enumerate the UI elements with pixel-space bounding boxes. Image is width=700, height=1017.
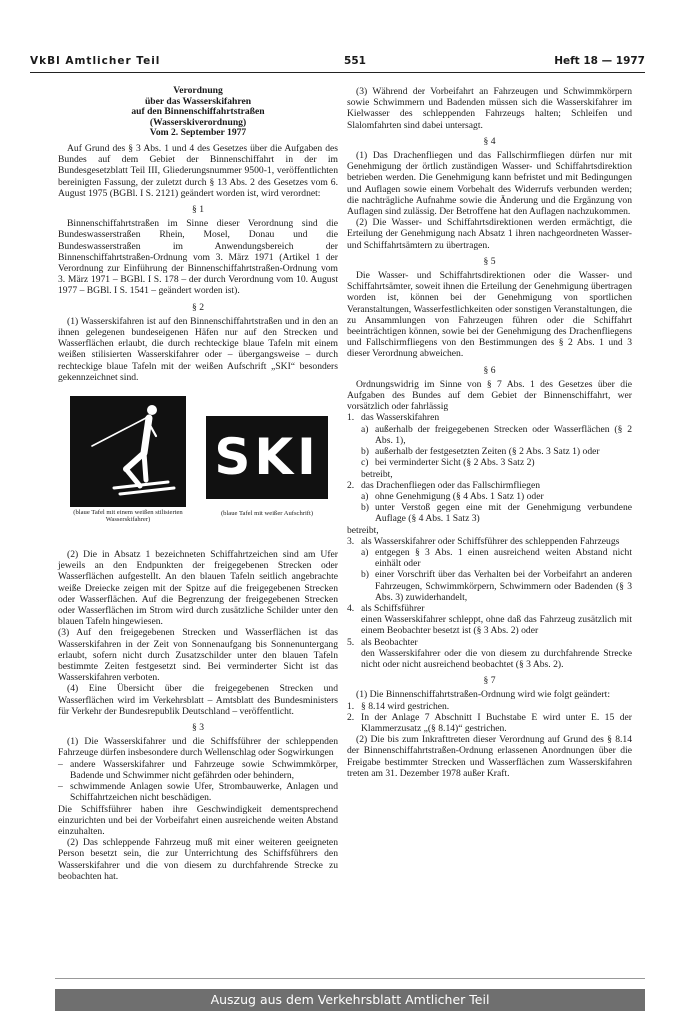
dash-item: – andere Wasserskifahrer und Fahrzeuge sowie Schwimmkörper, Badende und Schwimmer nicht gefährden oder behindern, <box>58 758 338 781</box>
paragraph: (4) Eine Übersicht über die freigegebenen Strecken und Wasserflächen wird im Verkehrsblatt – Amtsblatt des Bundesministers für Verkehr der Bundesrepublik Deutschland – veröffentlicht. <box>58 683 338 717</box>
title-line: auf den Binnenschiffahrtstraßen <box>131 106 265 118</box>
footer-banner: Auszug aus dem Verkehrsblatt Amtlicher Teil <box>55 989 645 1011</box>
dash-item: – schwimmende Anlagen sowie Ufer, Strombauwerke, Anlagen und Schiffahrtzeichen nicht beschädigen. <box>58 781 338 804</box>
list-continuation: einen Wasserskifahrer schleppt, ohne daß das Fahrzeug zusätzlich mit einem Beobachter besetzt ist (§ 3 Abs. 2) oder <box>361 614 632 637</box>
right-column <box>347 86 632 779</box>
section-heading: § 4 <box>483 135 496 147</box>
section-heading: § 7 <box>483 675 496 687</box>
title-line: Verordnung <box>173 85 223 96</box>
list-item: 4. als Schiffsführer <box>347 602 425 614</box>
list-item: 1. das Wasserskifahren <box>347 412 440 424</box>
section-heading: § 1 <box>192 203 204 215</box>
paragraph: (1) Das Drachenfliegen und das Fallschirmfliegen dürfen nur mit Genehmigung der örtlich zuständigen Wasser- und Schiffahrtsdirektion betrieben werden. Die Genehmigung kann befristet und mit Bedingungen und Auflagen sowie einem Vorbehalt des Widerrufs verbunden werden; die nachträgliche Aufnahme sowie die Änderung und die Ergänzung von Auflagen sind zulässig. Der Betroffene hat den Auflagen nachzukommen. <box>347 150 632 218</box>
list-item: 5. als Beobachter <box>347 636 418 648</box>
footer-rule <box>55 978 645 979</box>
paragraph: Die Schiffsführer haben ihre Geschwindigkeit dementsprechend einzurichten und bei der Vorbeifahrt einen ausreichende weiten Abstand einzuhalten. <box>58 803 338 837</box>
section-heading: § 2 <box>192 301 204 313</box>
paragraph: (1) Die Wasserskifahrer und die Schiffsführer der schleppenden Fahrzeuge dürfen insbesondere durch Wellenschlag oder Sogwirkungen <box>58 736 338 759</box>
paragraph: Ordnungswidrig im Sinne von § 7 Abs. 1 des Gesetzes über die Aufgaben des Bundes auf dem Gebiet der Binnenschiffahrt, wer vorsätzlich oder fahrlässig <box>347 378 632 413</box>
page-number: 551 <box>344 55 366 67</box>
ski-sign <box>206 416 328 499</box>
list-subitem: a) entgegen § 3 Abs. 1 einen ausreichend weiten Abstand nicht einhält oder <box>361 546 632 570</box>
document-title <box>58 86 338 139</box>
title-date: Vom 2. September 1977 <box>149 127 247 139</box>
waterskier-sign <box>70 396 186 507</box>
list-subitem: c) bei verminderter Sicht (§ 2 Abs. 3 Satz 2) <box>361 457 535 469</box>
section-heading: § 3 <box>192 722 204 734</box>
section-heading: § 6 <box>483 364 496 376</box>
list-continuation: den Wasserskifahrer oder die von diesem zu durchfahrende Strecke nicht oder nicht ausreichend beobachtet (§ 3 Abs. 2). <box>361 647 632 670</box>
list-item: 3. als Wasserskifahrer oder Schiffsführer des schleppenden Fahrzeugs <box>347 535 620 547</box>
paragraph: (2) Die bis zum Inkrafttreten dieser Verordnung auf Grund des § 8.14 der Binnenschiffahrtstraßen-Ordnung erlassenen Anordnungen über die Freigabe bestimmter Strecken und Wasserflächen zum Wasserskifahren treten am 31. Dezember 1978 außer Kraft. <box>347 734 632 779</box>
page-header <box>30 55 645 71</box>
paragraph: Binnenschiffahrtstraßen im Sinne dieser Verordnung sind die Bundeswasserstraßen Rhein, Mosel, Donau und die Bundeswasserstraßen im Anwendungsbereich der Binnenschiffahrtstraßen-Ordnung vom 3. März 1971 (Artikel 1 der Verordnung zur Einführung der Binnenschiffahrtstraßen-Ordnung vom 3. März 1971 – BGBl. I S. 178 – der durch Verordnung vom 10. August 1977 – BGBl. I S. 1541 – geändert worden ist). <box>58 218 338 297</box>
paragraph: (3) Während der Vorbeifahrt an Fahrzeugen und Schwimmkörpern sowie Schwimmern und Badenden müssen sich die Wasserskifahrer im Kielwasser des schleppenden Fahrzeugs halten; Schleifen und Slalomfahrten sind dabei untersagt. <box>347 86 632 131</box>
list-subitem: b) unter Verstoß gegen eine mit der Genehmigung verbundene Auflage (§ 4 Abs. 1 Satz 3) <box>361 502 632 525</box>
paragraph: (2) Die Wasser- und Schiffahrtsdirektionen werden ermächtigt, die Erteilung der Genehmigung nach Absatz 1 ihren nachgeordneten Wasser- und Schiffahrtsämtern zu übertragen. <box>347 217 632 251</box>
title-line: (Wasserskiverordnung) <box>149 116 247 128</box>
sign-figures <box>58 396 338 546</box>
list-subitem: a) ohne Genehmigung (§ 4 Abs. 1 Satz 1) oder <box>361 490 544 502</box>
list-subitem: b) außerhalb der festgesetzten Zeiten (§ 2 Abs. 3 Satz 1) oder <box>361 446 600 458</box>
header-rule <box>30 72 645 73</box>
paragraph: (2) Die in Absatz 1 bezeichneten Schiffahrtzeichen sind am Ufer jeweils an den Endpunkten der freigegebenen Strecken oder Wasserflächen aufgestellt. An den blauen Tafeln seitlich angebrachte weiße Dreiecke zeigen mit der Spitze auf die freigegebenen Strecken oder Wasserflächen. Auf die Begrenzung der freigegebenen Strecken oder Wasserflächen im Strom wird durch zusätzliche Schilder unter den blauen Tafeln hingewiesen. <box>58 549 338 628</box>
paragraph: (2) Das schleppende Fahrzeug muß mit einer weiteren geeigneten Person besetzt sein, die zur Unterrichtung des Schiffsführers den Wasserskifahrer und die von diesem zu durchfahrende Strecke zu beobachten hat. <box>58 837 338 882</box>
paragraph: Die Wasser- und Schiffahrtsdirektionen oder die Wasser- und Schiffahrtsämter, soweit ihnen die Erteilung der Genehmigung übertragen worden ist, können bei der Genehmigung von sportlichen Veranstaltungen, Wasserfestlichkeiten oder sonstigen Veranstaltungen, die zu Ansammlungen von Fahrzeugen führen oder die Schiffahrt beeinträchtigen können, sowie bei der Genehmigung des Drachenfliegens und Fallschirmfliegens von den Bestimmungen des § 2 Abs. 1 und 3 dieser Verordnung abweichen. <box>347 270 632 360</box>
left-column <box>58 86 338 882</box>
paragraph: (1) Die Binnenschiffahrtstraßen-Ordnung wird wie folgt geändert: <box>356 689 610 701</box>
section-heading: § 5 <box>483 255 496 267</box>
preamble: Auf Grund des § 3 Abs. 1 und 4 des Gesetzes über die Aufgaben des Bundes auf dem Gebiet der Binnenschiffahrt in der im Bundesgesetzblatt Teil III, Gliederungsnummer 9500-1, veröffentlichten bereinigten Fassung, der zuletzt durch § 13 Abs. 2 des Gesetzes vom 6. August 1975 (BGBl. I S. 2121) geändert worden ist, wird verordnet: <box>58 142 338 199</box>
figure-caption: (blaue Tafel mit einem weißen stilisierten Wasserskifahrer) <box>73 509 183 524</box>
list-item: 2. In der Anlage 7 Abschnitt I Buchstabe E wird unter E. 15 der Klammerzusatz „(§ 8.14)“ gestrichen. <box>347 711 632 734</box>
waterskier-icon <box>70 396 186 507</box>
ski-sign-text: SKI <box>214 427 320 486</box>
list-subitem: b) einer Vorschrift über das Verhalten bei der Vorbeifahrt an anderen Fahrzeugen, Schwimmkörpern, Schwimmern oder Badenden (§ 3 Abs. 3) zuwiderhandelt, <box>361 569 632 603</box>
journal-title: VkBl Amtlicher Teil <box>30 55 161 67</box>
list-item: 2. das Drachenfliegen oder das Fallschirmfliegen <box>347 479 541 491</box>
list-item: 1. § 8.14 wird gestrichen. <box>347 700 450 712</box>
list-continuation: betreibt, <box>361 468 393 480</box>
list-subitem: a) außerhalb der freigegebenen Strecken oder Wasserflächen (§ 2 Abs. 1), <box>361 423 632 446</box>
paragraph: (3) Auf den freigegebenen Strecken und Wasserflächen ist das Wasserskifahren in der Zeit von Sonnenaufgang bis Sonnenuntergang erlaubt, sofern nicht durch Zusatzschilder unter den blauen Tafeln bestimmte Zeiten festgesetzt sind. Bei verminderter Sicht ist das Wasserskifahren verboten. <box>58 627 338 684</box>
title-line: über das Wasserskifahren <box>144 95 252 107</box>
issue-label: Heft 18 — 1977 <box>554 55 645 67</box>
list-continuation: betreibt, <box>347 524 379 536</box>
paragraph: (1) Wasserskifahren ist auf den Binnenschiffahrtstraßen und in den an ihnen gelegenen bundeseigenen Häfen nur auf den Strecken und Wasserflächen erlaubt, die durch rechteckige blaue Tafeln mit einem weißen stilisierten Wasserskifahrer oder – übergangsweise – durch rechteckige blaue Tafeln mit der weißen Aufschrift „SKI“ besonders gekennzeichnet sind. <box>58 315 338 383</box>
figure-caption: (blaue Tafel mit weißer Aufschrift) <box>220 510 314 518</box>
